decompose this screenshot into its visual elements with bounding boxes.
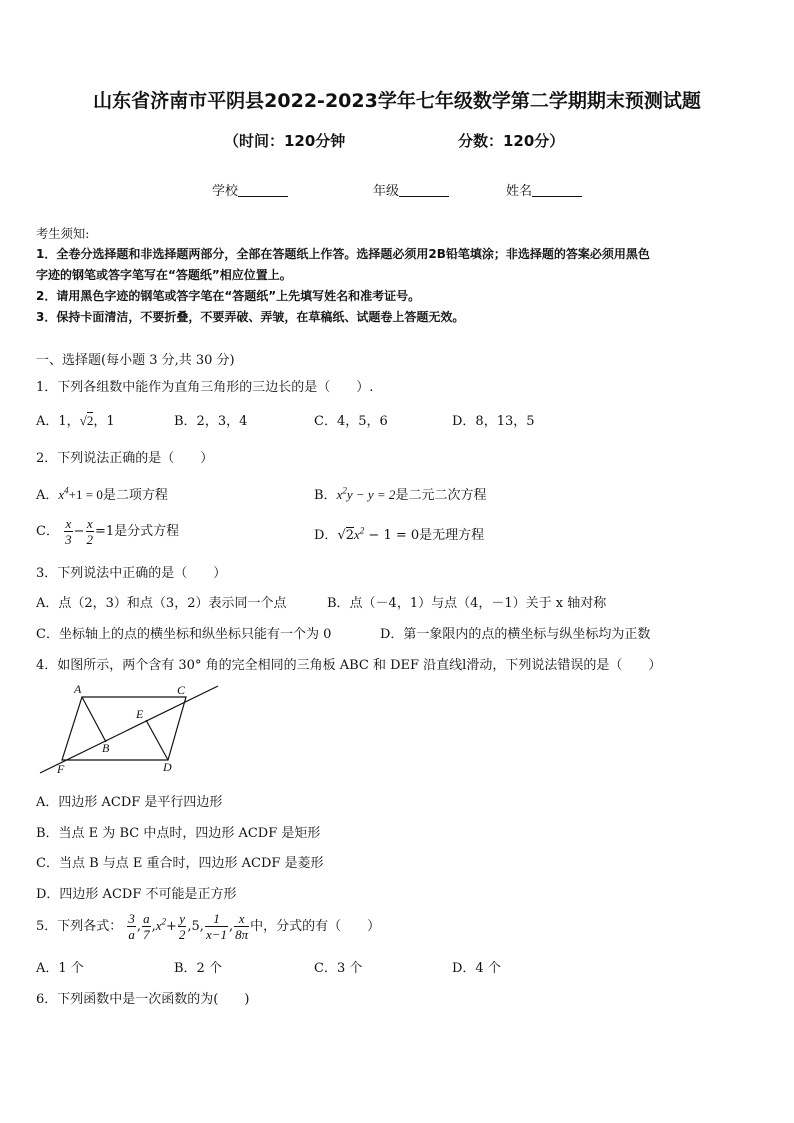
q1-option-c: C．4，5，6	[314, 414, 388, 429]
q3-stem: 3．下列说法中正确的是（ ）	[36, 566, 227, 581]
q5-option-a: A．1 个	[36, 961, 84, 976]
exam-time: （时间：120分钟	[224, 132, 346, 150]
segment-ab	[82, 697, 106, 742]
q1-stem: 1．下列各组数中能作为直角三角形的三边长的是（ ）.	[36, 380, 374, 395]
q5-stem: 5．下列各式： $\frac{3}{a}$ , $\frac{a}{7}$ $,x^2+$ $\frac{y}{2}$ ,5, $\frac{1}{x-1}$ , $\frac{x}{8\pi}$ 中，分式的有（ ）	[36, 911, 381, 942]
q5-option-d: D．4 个	[452, 961, 501, 976]
label-b: B	[102, 741, 110, 755]
q5-option-c: C．3 个	[314, 961, 363, 976]
q4-option-c: C．当点 B 与点 E 重合时，四边形 ACDF 是菱形	[36, 856, 324, 871]
school-field: 学校	[212, 180, 288, 199]
label-c: C	[177, 683, 186, 697]
q2-option-a: A．$x^4+1 = 0$是二项方程	[36, 485, 168, 503]
q2-stem: 2．下列说法正确的是（ ）	[36, 451, 214, 466]
notice-item: 1．全卷分选择题和非选择题两部分，全部在答题纸上作答。选择题必须用2B铅笔填涂；非选择题的答案必须用黑色	[36, 247, 650, 261]
label-e: E	[136, 707, 144, 721]
q3-option-d: D．第一象限内的点的横坐标与纵坐标均为正数	[380, 627, 651, 642]
label-d: D	[163, 760, 172, 774]
q1-option-d: D．8，13，5	[452, 414, 535, 429]
notice-item: 字迹的钢笔或答字笔写在“答题纸”相应位置上。	[36, 268, 292, 282]
label-a: A	[74, 682, 82, 696]
notice-item: 3．保持卡面清洁，不要折叠，不要弄破、弄皱，在草稿纸、试题卷上答题无效。	[36, 310, 465, 324]
q4-option-b: B．当点 E 为 BC 中点时，四边形 ACDF 是矩形	[36, 826, 321, 841]
q3-option-a: A．点（2，3）和点（3，2）表示同一个点	[36, 596, 287, 611]
q1-option-a: A．1，√2，1	[36, 413, 115, 429]
q2-option-d: D．$√2x^2 - 1 = 0$是无理方程	[314, 525, 485, 543]
parallelogram-acdf	[62, 697, 186, 760]
q2-option-b: B．$x^2y - y = 2$是二元二次方程	[314, 485, 487, 503]
segment-ed	[146, 720, 168, 760]
exam-score: 分数：120分）	[458, 132, 565, 150]
q3-option-b: B．点（－4，1）与点（4，－1）关于 x 轴对称	[327, 596, 607, 611]
name-field: 姓名	[506, 180, 582, 199]
q5-option-b: B．2 个	[174, 961, 222, 976]
q4-figure	[36, 680, 226, 780]
label-f: F	[57, 762, 65, 776]
q4-stem: 4．如图所示，两个含有 30° 角的完全相同的三角板 ABC 和 DEF 沿直线l滑动，下列说法错误的是（ ）	[36, 658, 662, 673]
notice-heading: 考生须知:	[36, 227, 90, 241]
q2-option-c: C． $\frac{x}{3}$ − $\frac{x}{2}$ =1是分式方程	[36, 516, 180, 547]
notice-item: 2．请用黑色字迹的钢笔或答字笔在“答题纸”上先填写姓名和准考证号。	[36, 289, 421, 303]
grade-field: 年级	[373, 180, 449, 199]
q1-option-b: B．2，3，4	[174, 414, 248, 429]
q6-stem: 6．下列函数中是一次函数的为( )	[36, 992, 250, 1007]
q4-option-a: A．四边形 ACDF 是平行四边形	[36, 795, 223, 810]
section-heading: 一、选择题(每小题 3 分,共 30 分)	[36, 353, 235, 368]
page-title: 山东省济南市平阴县2022-2023学年七年级数学第二学期期末预测试题	[93, 90, 701, 112]
q4-option-d: D．四边形 ACDF 不可能是正方形	[36, 887, 237, 902]
q3-option-c: C．坐标轴上的点的横坐标和纵坐标只能有一个为 0	[36, 627, 332, 642]
